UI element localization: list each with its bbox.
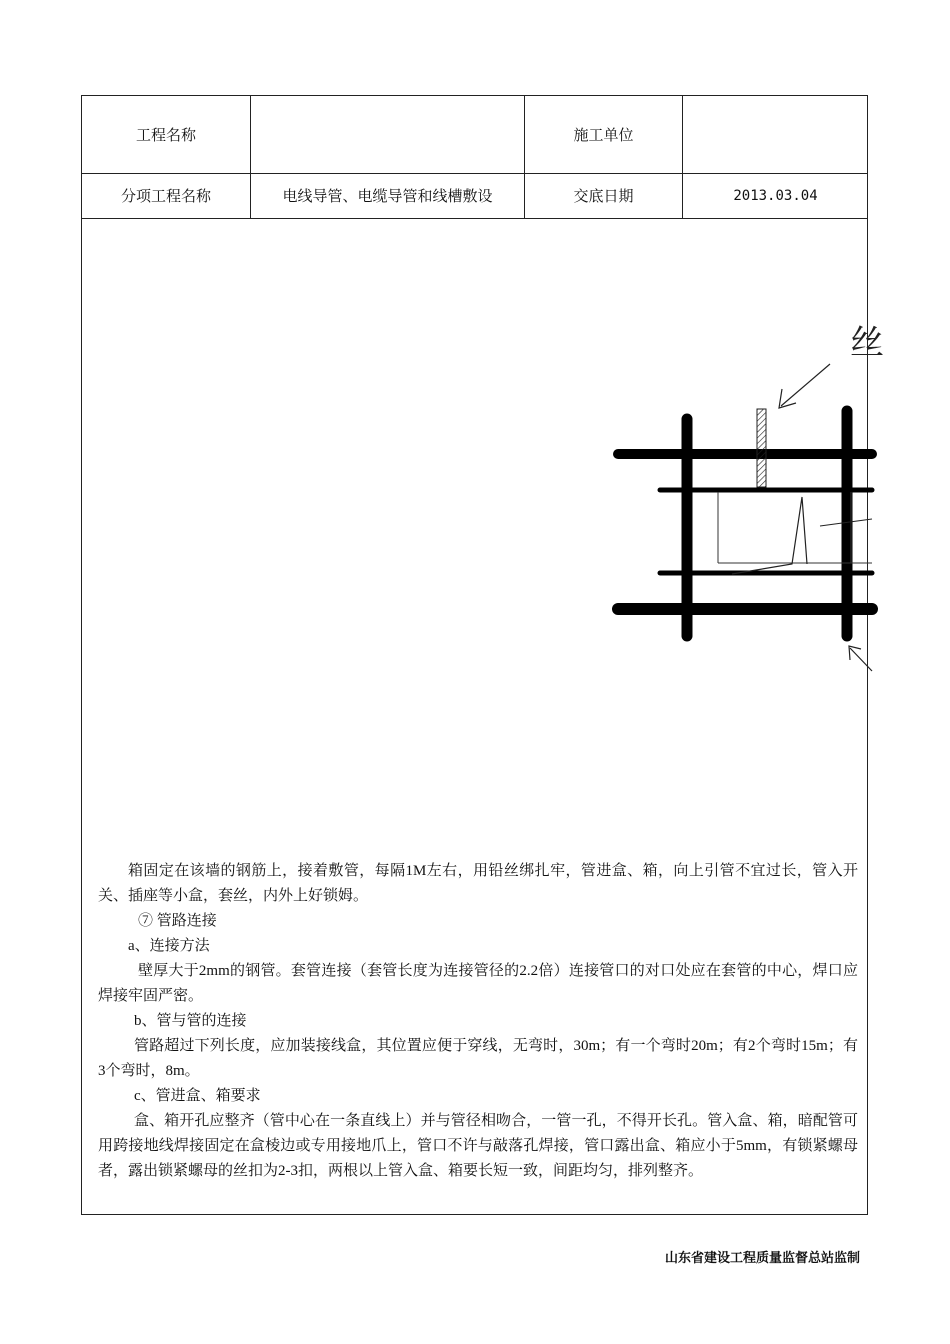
paragraph-box-fixing: 箱固定在该墙的钢筋上，接着敷管，每隔1M左右，用铅丝绑扎牢，管进盒、箱，向上引管不宜过长，管入开关、插座等小盒，套丝，内外上好锁姆。 [98,863,858,904]
leader-line-top [781,364,830,406]
sub-project-label: 分项工程名称 [120,187,211,205]
construction-unit-label: 施工单位 [524,96,682,173]
paragraph-box-requirements: 盒、箱开孔应整齐（管中心在一条直线上）并与管径相吻合，一管一孔，不得开长孔。管入盒、箱，暗配管可用跨接地线焊接固定在盒棱边或专用接地爪上，管口不许与敲落孔焊接，管口露出盒、箱应小于5mm，有锁紧螺母者，露出锁紧螺母的丝扣为2-3扣，两根以上管入盒、箱要长短一致，间距均匀，排列整齐。 [98,1113,858,1179]
paragraph-sleeve-connection: 壁厚大于2mm的钢管。套管连接（套管长度为连接管径的2.2倍）连接管口的对口处应在套管的中心，焊口应焊接牢固严密。 [98,963,858,1004]
project-name-value [250,96,524,173]
heading-pipe-into-box: c、管进盒、箱要求 [134,1088,261,1104]
heading-pipe-connection: ⑦ 管路连接 [138,913,217,929]
heading-connection-method: a、连接方法 [128,938,210,954]
footer-supervisor: 山东省建设工程质量监督总站监制 [664,1251,860,1266]
tie-wire [732,497,807,574]
diagram-svg [82,219,884,859]
sub-project-value: 电线导管、电缆导管和线槽敷设 [250,173,524,218]
paragraph-junction-boxes: 管路超过下列长度，应加装接线盒，其位置应便于穿线，无弯时，30m；有一个弯时20m；有2个弯时15m；有3个弯时，8m。 [98,1038,858,1079]
body-text [82,859,867,1184]
handover-date-value: 2013.03.04 [682,173,868,218]
hatched-conduit [757,409,766,487]
construction-unit-value [682,96,868,173]
rebar-box-diagram [82,219,884,859]
partial-label-top: 丝 [850,323,884,363]
header-row-1 [82,96,867,174]
header-row-2 [82,173,867,219]
handover-date-label: 交底日期 [524,173,682,218]
leader-line-bottom [850,648,872,671]
heading-pipe-to-pipe: b、管与管的连接 [134,1013,247,1029]
handover-sheet [81,95,884,1215]
project-name-label: 工程名称 [135,126,196,144]
